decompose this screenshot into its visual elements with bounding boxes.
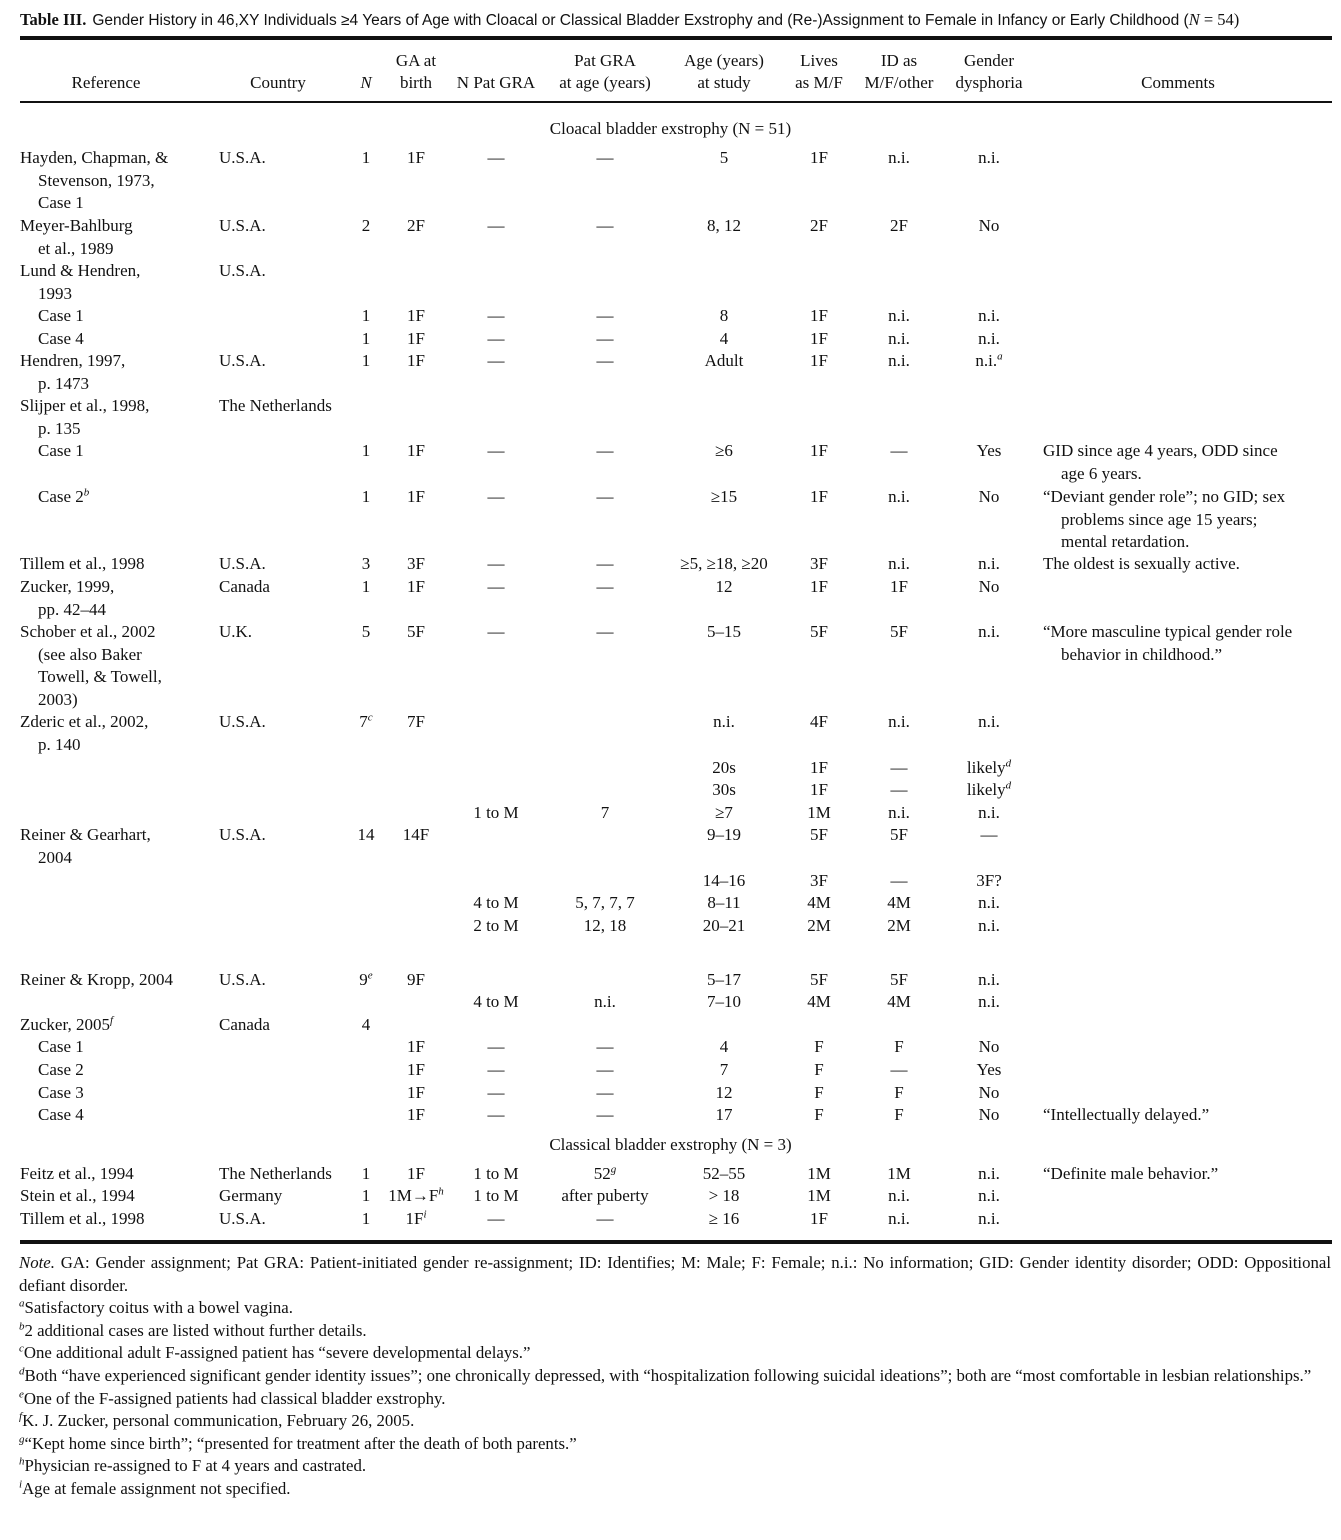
cell-id: —: [890, 758, 908, 777]
cell-n: 1: [361, 1209, 371, 1228]
cell-id: n.i.: [888, 712, 910, 731]
footnote-mark: d: [1005, 757, 1012, 770]
cell-ga: 1F: [407, 351, 425, 370]
footnote-i: $^i$Age at female assignment not specified.: [19, 1478, 291, 1498]
cell-ga: 1F: [407, 487, 425, 506]
cell-npat: 2 to M: [473, 916, 519, 935]
section-classical: Classical bladder exstrophy (N = 3): [549, 1135, 792, 1154]
cell-npat: —: [487, 1083, 505, 1102]
cell-id: F: [894, 1083, 904, 1102]
cell-npat: 1 to M: [473, 1164, 519, 1183]
cell-id: 2M: [887, 916, 911, 935]
cell-country: U.S.A.: [219, 970, 266, 989]
cell-dysphoria: No: [978, 1105, 1000, 1124]
cell-n: 1: [361, 1164, 371, 1183]
cell-country: U.S.A.: [219, 351, 266, 370]
cell-age: ≥15: [710, 487, 738, 506]
cell-country: Germany: [219, 1186, 283, 1205]
footnote-f: $^f$K. J. Zucker, personal communication, February 26, 2005.: [19, 1410, 415, 1431]
cell-id: —: [890, 871, 908, 890]
cell-country: U.S.A.: [219, 216, 266, 235]
note-label: Note.: [19, 1253, 55, 1272]
header-n: N: [360, 73, 372, 92]
cell-patage: —: [596, 148, 614, 167]
cell-patage: 5, 7, 7, 7: [575, 893, 635, 912]
cell-reference: Case 1: [38, 441, 84, 460]
cell-reference: Zucker, 1999, pp. 42–44: [20, 577, 115, 619]
cell-ga: $1M\to F^h$: [388, 1185, 444, 1205]
cell-ga: $1F^i$: [405, 1208, 427, 1228]
cell-lives: F: [814, 1083, 824, 1102]
cell-lives: 4M: [807, 992, 831, 1011]
cell-reference: Case 3: [38, 1083, 84, 1102]
header-lives: Lives as M/F: [795, 51, 843, 92]
footnote-mark: a: [997, 350, 1003, 363]
cell-comments: The oldest is sexually active.: [1043, 554, 1240, 573]
cell-ga: 7F: [407, 712, 425, 731]
cell-ga: 1F: [407, 1105, 425, 1124]
cell-id: 2F: [890, 216, 908, 235]
cell-reference: Case 4: [38, 329, 84, 348]
cell-n: 1: [361, 441, 371, 460]
cell-npat: —: [487, 1105, 505, 1124]
cell-age: 5–17: [707, 970, 741, 989]
section-cloacal: Cloacal bladder exstrophy (N = 51): [549, 119, 792, 138]
cell-id: 1F: [890, 577, 908, 596]
cell-ga: 1F: [407, 1037, 425, 1056]
cell-dysphoria: n.i.: [978, 916, 1000, 935]
cell-id: —: [890, 1060, 908, 1079]
cell-dysphoria: —: [980, 825, 998, 844]
cell-dysphoria: likely$^d$: [966, 779, 1012, 799]
cell-reference: Case 1: [38, 306, 84, 325]
cell-n: 14: [357, 825, 375, 844]
cell-npat: 4 to M: [473, 992, 519, 1011]
cell-reference: Case 1: [38, 1037, 84, 1056]
cell-comments: “Deviant gender role”; no GID; sex problems since age 15 years; mental retardation.: [1043, 487, 1286, 552]
footnote-mark: i: [423, 1208, 427, 1221]
cell-n: 5: [361, 622, 371, 641]
cell-lives: F: [814, 1105, 824, 1124]
cell-patage: n.i.: [594, 992, 616, 1011]
caption-n-var: N: [1188, 10, 1200, 29]
cell-dysphoria: No: [978, 216, 1000, 235]
cell-patage: —: [596, 487, 614, 506]
cell-lives: 1M: [807, 1164, 831, 1183]
cell-n: 1: [361, 577, 371, 596]
cell-reference: Slijper et al., 1998, p. 135: [20, 396, 150, 438]
cell-npat: —: [487, 577, 505, 596]
cell-reference: Lund & Hendren, 1993: [20, 261, 141, 303]
cell-id: 4M: [887, 893, 911, 912]
cell-ga: 1F: [407, 1060, 425, 1079]
cell-lives: 1F: [810, 306, 828, 325]
cell-reference: Hayden, Chapman, & Stevenson, 1973, Case 1: [20, 148, 169, 213]
cell-id: n.i.: [888, 803, 910, 822]
cell-patage: —: [596, 329, 614, 348]
table-caption: [20, 9, 1340, 33]
cell-n: 7$^c$: [359, 711, 373, 731]
cell-age: 9–19: [707, 825, 741, 844]
cell-dysphoria: No: [978, 487, 1000, 506]
cell-age: 20–21: [702, 916, 746, 935]
cell-dysphoria: No: [978, 1083, 1000, 1102]
cell-lives: 4F: [810, 712, 828, 731]
header-ga: GA at birth: [395, 51, 437, 92]
cell-dysphoria: n.i.: [978, 1186, 1000, 1205]
footnote-list: [19, 1297, 1331, 1500]
cell-lives: 1F: [810, 441, 828, 460]
footnote-b: $^b$2 additional cases are listed without further details.: [19, 1320, 367, 1340]
cell-reference: Case 2: [38, 1060, 84, 1079]
cell-ga: 2F: [407, 216, 425, 235]
cell-lives: 1F: [810, 1209, 828, 1228]
caption-n-value: = 54): [1199, 10, 1240, 29]
cell-id: 5F: [890, 970, 908, 989]
cell-ga: 1F: [407, 441, 425, 460]
cell-dysphoria: No: [978, 1037, 1000, 1056]
cell-id: n.i.: [888, 1209, 910, 1228]
cell-age: ≥6: [715, 441, 733, 460]
cell-reference: Stein et al., 1994: [20, 1186, 135, 1205]
cell-dysphoria: n.i.: [978, 893, 1000, 912]
cell-id: n.i.: [888, 306, 910, 325]
table-notes: [19, 1252, 1331, 1501]
cell-lives: 4M: [807, 893, 831, 912]
footnote-d: $^d$Both “have experienced significant gender identity issues”; one chronically depressed, with “hospitalization following suicidal ideations”; both are “most comfortable in lesbian relationships.”: [19, 1365, 1312, 1385]
cell-lives: 1F: [810, 148, 828, 167]
cell-age: ≥5, ≥18, ≥20: [680, 554, 768, 573]
cell-id: n.i.: [888, 351, 910, 370]
cell-npat: —: [487, 351, 505, 370]
cell-dysphoria: 3F?: [976, 871, 1002, 890]
cell-reference: Reiner & Gearhart, 2004: [20, 825, 151, 867]
cell-ga: 1F: [407, 306, 425, 325]
cell-n: 1: [361, 306, 371, 325]
cell-id: 5F: [890, 622, 908, 641]
cell-patage: —: [596, 441, 614, 460]
header-dysphoria: Gender dysphoria: [955, 51, 1023, 92]
header-npat: N Pat GRA: [456, 73, 536, 92]
footnote-c: $^c$One additional adult F-assigned patient has “severe developmental delays.”: [19, 1342, 531, 1363]
cell-lives: 1F: [810, 487, 828, 506]
cell-patage: —: [596, 622, 614, 641]
cell-country: U.S.A.: [219, 148, 266, 167]
cell-id: —: [890, 780, 908, 799]
cell-dysphoria: n.i.: [978, 1209, 1000, 1228]
cell-id: F: [894, 1037, 904, 1056]
cell-lives: F: [814, 1060, 824, 1079]
header-age: Age (years) at study: [684, 51, 764, 92]
footnote-a: $^a$Satisfactory coitus with a bowel vagina.: [19, 1297, 293, 1318]
cell-patage: 7: [600, 803, 610, 822]
cell-dysphoria: n.i.: [978, 1164, 1000, 1183]
cell-npat: —: [487, 441, 505, 460]
cell-dysphoria: n.i.: [978, 970, 1000, 989]
footnote-e: $^e$One of the F-assigned patients had classical bladder exstrophy.: [19, 1387, 446, 1408]
cell-lives: 1F: [810, 758, 828, 777]
cell-age: 4: [719, 1037, 729, 1056]
cell-n: 2: [361, 216, 371, 235]
cell-n: 3: [361, 554, 371, 573]
cell-age: 30s: [712, 780, 736, 799]
cell-country: The Netherlands: [219, 1164, 332, 1183]
cell-lives: 2M: [807, 916, 831, 935]
cell-lives: 1F: [810, 780, 828, 799]
cell-id: n.i.: [888, 1186, 910, 1205]
footnote-mark: d: [1005, 779, 1012, 792]
cell-country: U.S.A.: [219, 1209, 266, 1228]
cell-n: 1: [361, 329, 371, 348]
cell-comments: GID since age 4 years, ODD since age 6 years.: [1043, 441, 1278, 483]
cell-country: U.S.A.: [219, 825, 266, 844]
cell-npat: —: [487, 554, 505, 573]
cell-n: 1: [361, 148, 371, 167]
cell-lives: 3F: [810, 871, 828, 890]
cell-dysphoria: n.i.: [978, 554, 1000, 573]
cell-id: n.i.: [888, 148, 910, 167]
cell-age: 12: [715, 1083, 733, 1102]
cell-age: 4: [719, 329, 729, 348]
header-rule: [20, 101, 1332, 103]
cell-patage: after puberty: [561, 1186, 649, 1205]
cell-patage: —: [596, 351, 614, 370]
cell-n: 1: [361, 351, 371, 370]
cell-patage: —: [596, 216, 614, 235]
cell-lives: 3F: [810, 554, 828, 573]
cell-age: n.i.: [713, 712, 735, 731]
cell-age: 5: [719, 148, 729, 167]
header-patage: Pat GRA at age (years): [559, 51, 651, 92]
cell-npat: —: [487, 1060, 505, 1079]
cell-id: n.i.: [888, 487, 910, 506]
header-country: Country: [250, 73, 306, 92]
cell-reference: Meyer-Bahlburg et al., 1989: [20, 216, 133, 258]
cell-ga: 3F: [407, 554, 425, 573]
cell-n: 9e: [359, 969, 373, 989]
cell-ga: 9F: [407, 970, 425, 989]
cell-patage: —: [596, 1083, 614, 1102]
cell-dysphoria: n.i.$^a$: [975, 350, 1003, 370]
cell-reference: Tillem et al., 1998: [20, 554, 145, 573]
table-header: [0, 50, 1341, 98]
cell-dysphoria: n.i.: [978, 622, 1000, 641]
footnote-mark: e: [367, 969, 373, 982]
cell-age: 7: [719, 1060, 729, 1079]
cell-comments: “More masculine typical gender role behavior in childhood.”: [1043, 622, 1293, 664]
cell-ga: 1F: [407, 148, 425, 167]
cell-patage: —: [596, 577, 614, 596]
cell-dysphoria: n.i.: [978, 992, 1000, 1011]
cell-lives: 1M: [807, 803, 831, 822]
cell-npat: —: [487, 148, 505, 167]
cell-ga: 1F: [407, 1083, 425, 1102]
bottom-rule: [20, 1240, 1332, 1244]
cell-n: 1: [361, 487, 371, 506]
cell-age: 20s: [712, 758, 736, 777]
footnote-mark: b: [83, 486, 90, 499]
cell-country: U.S.A.: [219, 261, 266, 280]
cell-patage: —: [596, 1209, 614, 1228]
cell-country: The Netherlands: [219, 396, 332, 415]
cell-ga: 14F: [402, 825, 430, 844]
cell-npat: —: [487, 1209, 505, 1228]
cell-lives: 1F: [810, 577, 828, 596]
cell-ga: 5F: [407, 622, 425, 641]
cell-npat: —: [487, 306, 505, 325]
cell-dysphoria: No: [978, 577, 1000, 596]
table-label: Table III.: [20, 10, 87, 29]
cell-age: 5–15: [707, 622, 741, 641]
cell-lives: 1F: [810, 329, 828, 348]
cell-patage: —: [596, 554, 614, 573]
cell-comments: “Definite male behavior.”: [1043, 1164, 1219, 1183]
top-rule: [20, 36, 1332, 40]
cell-age: > 18: [708, 1186, 740, 1205]
cell-age: ≥ 16: [708, 1209, 740, 1228]
cell-npat: —: [487, 622, 505, 641]
cell-age: 8–11: [707, 893, 741, 912]
header-comments: Comments: [1141, 73, 1215, 92]
cell-npat: —: [487, 329, 505, 348]
cell-reference: Hendren, 1997, p. 1473: [20, 351, 126, 393]
cell-patage: —: [596, 306, 614, 325]
cell-lives: 5F: [810, 622, 828, 641]
footnote-h: $^h$Physician re-assigned to F at 4 years and castrated.: [19, 1455, 367, 1476]
cell-n: 1: [361, 1186, 371, 1205]
header-reference: Reference: [71, 73, 141, 92]
cell-patage: —: [596, 1037, 614, 1056]
cell-dysphoria: n.i.: [978, 148, 1000, 167]
cell-id: 5F: [890, 825, 908, 844]
cell-lives: 5F: [810, 825, 828, 844]
cell-patage: 52$^g$: [593, 1163, 617, 1183]
cell-reference: Case 2$^b$: [38, 486, 90, 506]
table-title: Gender History in 46,XY Individuals ≥4 Years of Age with Cloacal or Classical Bladder Exstrophy and (Re-)Assignment to Female in Infancy or Early Childhood (: [92, 12, 1189, 29]
cell-country: Canada: [219, 1015, 270, 1034]
cell-country: Canada: [219, 577, 270, 596]
cell-id: n.i.: [888, 554, 910, 573]
cell-lives: 1M: [807, 1186, 831, 1205]
cell-reference: Feitz et al., 1994: [20, 1164, 134, 1183]
footnote-mark: h: [438, 1185, 444, 1198]
cell-dysphoria: Yes: [976, 441, 1002, 460]
cell-ga: 1F: [407, 329, 425, 348]
cell-lives: 5F: [810, 970, 828, 989]
footnote-mark: f: [109, 1014, 114, 1027]
cell-patage: 12, 18: [583, 916, 627, 935]
note-paragraph: [19, 1252, 1331, 1297]
cell-n: 4: [361, 1015, 371, 1034]
cell-age: 52–55: [702, 1164, 746, 1183]
cell-age: 8: [719, 306, 729, 325]
cell-dysphoria: n.i.: [978, 329, 1000, 348]
cell-id: 1M: [887, 1164, 911, 1183]
header-id: ID as M/F/other: [864, 51, 934, 92]
footnote-g: $^g$“Kept home since birth”; “presented for treatment after the death of both parents.”: [19, 1433, 577, 1453]
cell-country: U.K.: [219, 622, 253, 641]
cell-id: 4M: [887, 992, 911, 1011]
cell-id: —: [890, 441, 908, 460]
cell-patage: —: [596, 1105, 614, 1124]
cell-comments: “Intellectually delayed.”: [1043, 1105, 1210, 1124]
cell-npat: 1 to M: [473, 1186, 519, 1205]
cell-npat: —: [487, 216, 505, 235]
cell-lives: 1F: [810, 351, 828, 370]
footnote-mark: g: [610, 1163, 617, 1176]
cell-reference: Zderic et al., 2002, p. 140: [20, 712, 149, 754]
cell-age: ≥7: [715, 803, 733, 822]
cell-country: U.S.A.: [219, 554, 266, 573]
note-text: GA: Gender assignment; Pat GRA: Patient-initiated gender re-assignment; ID: Identifies; M: Male; F: Female; n.i.: No information; GID: Gender identity disorder; ODD: Oppositional defiant disorder.: [19, 1253, 1331, 1295]
cell-reference: Zucker, 2005$^f$: [20, 1014, 114, 1034]
cell-age: 12: [715, 577, 733, 596]
cell-lives: 2F: [810, 216, 828, 235]
cell-npat: —: [487, 487, 505, 506]
footnote-mark: c: [367, 711, 373, 724]
cell-age: Adult: [704, 351, 744, 370]
cell-id: F: [894, 1105, 904, 1124]
cell-ga: 1F: [407, 577, 425, 596]
cell-dysphoria: n.i.: [978, 712, 1000, 731]
cell-reference: Tillem et al., 1998: [20, 1209, 145, 1228]
cell-dysphoria: Yes: [976, 1060, 1002, 1079]
cell-dysphoria: n.i.: [978, 306, 1000, 325]
cell-reference: Case 4: [38, 1105, 84, 1124]
cell-npat: —: [487, 1037, 505, 1056]
cell-reference: Schober et al., 2002 (see also Baker Towell, & Towell, 2003): [20, 622, 162, 709]
cell-age: 14–16: [702, 871, 746, 890]
cell-lives: F: [814, 1037, 824, 1056]
cell-age: 7–10: [707, 992, 741, 1011]
cell-reference: Reiner & Kropp, 2004: [20, 970, 173, 989]
cell-dysphoria: likely$^d$: [966, 757, 1012, 777]
cell-id: n.i.: [888, 329, 910, 348]
cell-ga: 1F: [407, 1164, 425, 1183]
cell-patage: —: [596, 1060, 614, 1079]
cell-age: 17: [715, 1105, 733, 1124]
cell-npat: 1 to M: [473, 803, 519, 822]
cell-age: 8, 12: [707, 216, 741, 235]
cell-country: U.S.A.: [219, 712, 266, 731]
cell-dysphoria: n.i.: [978, 803, 1000, 822]
cell-npat: 4 to M: [473, 893, 519, 912]
